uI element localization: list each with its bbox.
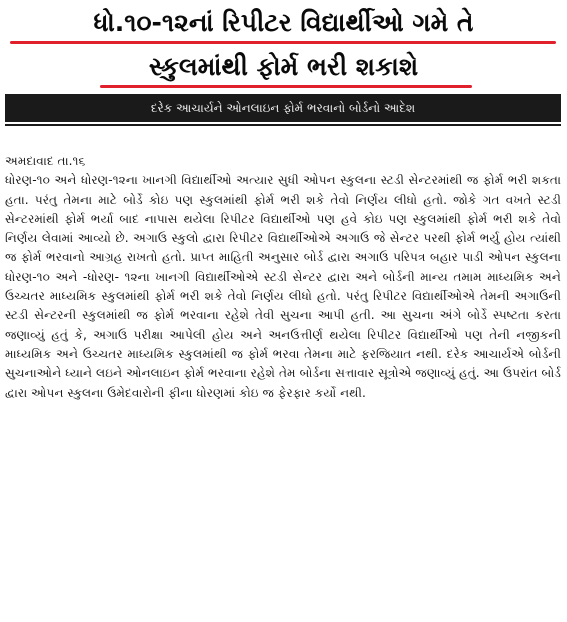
article-paragraph: ધોરણ-૧૦ અને ધોરણ-૧૨ના ખાનગી વિદ્યાર્થીઓ અત્યાર સુધી ઓપન સ્કુલના સ્ટડી સેન્ટરમાંથી જ ફોર્મ ભરી શકતા હતા. પરંતુ તેમના માટે બોર્ડે કોઇ પણ સ્કુલમાંથી ફોર્મ ભરી શકે તેવો નિર્ણય લીધો હતો. જોકે ગત વખતે સ્ટડી સેન્ટરમાંથી ફોર્મ ભર્યા બાદ નાપાસ થયેલા રિપીટર વિદ્યાર્થીઓ પણ હવે કોઇ પણ સ્કુલમાંથી ફોર્મ ભરી શકે તેવો નિર્ણય લેવામાં આવ્યો છે. અગાઉ સ્કુલો દ્વારા રિપીટર વિદ્યાર્થીઓએ અગાઉ જે સેન્ટર પરથી ફોર્મ ભર્યુ હોય ત્યાંથી જ ફોર્મ ભરવાનો આગ્રહ રાખતો હતો. પ્રાપ્ત માહિતી અનુસાર બોર્ડ દ્વારા અગાઉ પરિપત્ર બહાર પાડી ઓપન સ્કુલના ધોરણ-૧૦ અને -ધોરણ- ૧૨ના ખાનગી વિદ્યાર્થીઓએ સ્ટડી સેન્ટર દ્વારા અને બોર્ડની માન્ય તમામ માધ્યમિક અને ઉચ્ચતર માધ્યમિક સ્કુલમાંથી ફોર્મ ભરી શકે તેવો નિર્ણય લીધો હતો. પરંતુ રિપીટર વિદ્યાર્થીઓએ તેમની અગાઉની સ્ટડી સેન્ટરની સ્કુલમાંથી જ ફોર્મ ભરવાના રહેશે તેવી સુચના આપી હતી. આ સુચના અંગે બોર્ડે સ્પષ્ટતા કરતા જણાવ્યું હતું કે, અગાઉ પરીક્ષા આપેલી હોય અને અનઉત્તીર્ણ થયેલા રિપીટર વિદ્યાર્થીઓ પણ તેની નજીકની માધ્યમિક અને ઉચ્ચતર માધ્યમિક સ્કુલમાંથી જ ફોર્મ ભરવા તેમના માટે ફરજિયાત નથી. દરેક આચાર્યએ બોર્ડની સુચનાઓને ધ્યાને લઇને ઓનલાઇન ફોર્મ ભરવાના રહેશે તેમ બોર્ડના સત્તાવાર સૂત્રોએ જણાવ્યું હતું. આ ઉપરાંત બોર્ડ દ્વારા ઓપન સ્કુલના ઉમેદવારોની ફીના ધોરણમાં કોઇ જ ફેરફાર કર્યો નથી.: [5, 173, 561, 400]
subheadline-bar: [5, 94, 561, 122]
article-body: [5, 152, 561, 403]
headline-underline-2: [100, 85, 472, 88]
headline-underline-1: [10, 41, 556, 44]
dateline: અમદાવાદ તા.૧૬: [5, 154, 86, 168]
headline-line-2: સ્કુલમાંથી ફોર્મ ભરી શકાશે: [148, 52, 419, 81]
subheadline: દરેક આચાર્યને ઓનલાઇન ફોર્મ ભરવાનો બોર્ડનો આદેશ: [150, 101, 416, 115]
headline-line-1: ધો.૧૦-૧૨નાં રિપીટર વિદ્યાર્થીઓ ગમે તે: [93, 8, 474, 37]
